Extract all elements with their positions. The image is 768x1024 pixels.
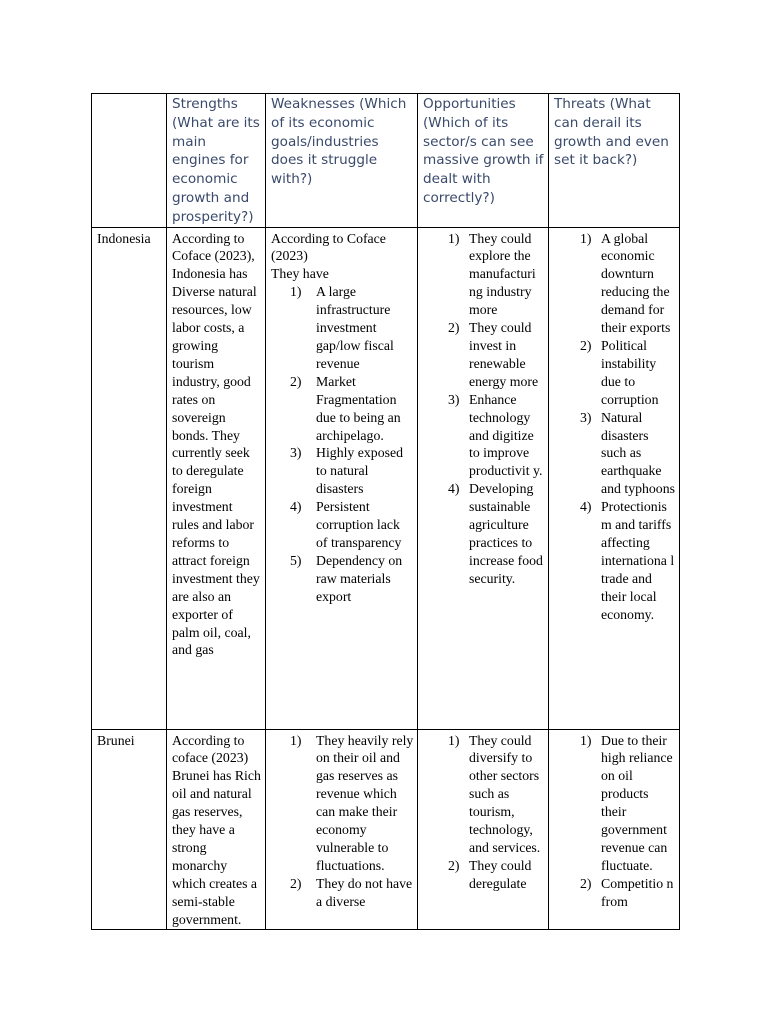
- list-item: 1) They heavily rely on their oil and gas reserves as revenue which can make their economy vulnerable to fluctuations.: [290, 732, 414, 873]
- weaknesses-intro: According to Coface (2023): [271, 230, 386, 264]
- strengths-cell: According to coface (2023) Brunei has Rich oil and natural gas reserves, they have a strong monarchy which creates a semi-stable government.: [167, 729, 266, 929]
- list-item: 3) Highly exposed to natural disasters: [290, 445, 403, 497]
- list-item: 4) Developing sustainable agriculture practices to increase food security.: [448, 481, 543, 586]
- list-item: 1) A large infrastructure investment gap/low fiscal revenue: [290, 284, 394, 371]
- header-opportunities: Opportunities (Which of its sector/s can see massive growth if dealt with correctly?): [418, 94, 549, 228]
- weaknesses-intro-2: They have: [271, 266, 329, 282]
- list-item: 4) Persistent corruption lack of transparency: [290, 499, 402, 550]
- header-weaknesses: Weaknesses (Which of its economic goals/industries does it struggle with?): [266, 94, 418, 228]
- list-item: 2) They could deregulate: [448, 857, 532, 891]
- country-cell: Indonesia: [92, 227, 167, 729]
- list-item: 2) Competitio n from: [580, 875, 674, 909]
- header-blank: [92, 94, 167, 228]
- list-item: 1) They could diversify to other sectors such as tourism, technology, and services.: [448, 732, 541, 856]
- list-item: 3) Enhance technology and digitize to improve productivit y.: [448, 391, 543, 479]
- swot-table: [91, 93, 680, 930]
- weaknesses-cell: [266, 227, 418, 729]
- weaknesses-list: [271, 283, 414, 605]
- header-row: [92, 94, 680, 228]
- list-item: 1) A global economic downturn reducing the demand for their exports: [580, 230, 671, 336]
- table-row-brunei: [92, 729, 680, 929]
- header-threats: Threats (What can derail its growth and even set it back?): [549, 94, 680, 228]
- weaknesses-list: [271, 732, 414, 911]
- list-item: 2) They could invest in renewable energy more: [448, 320, 539, 389]
- threats-cell: [549, 729, 680, 929]
- weaknesses-cell: [266, 729, 418, 929]
- threats-list: [554, 230, 676, 624]
- threats-cell: [549, 227, 680, 729]
- strengths-cell: According to Coface (2023), Indonesia has Diverse natural resources, low labor costs, a growing tourism industry, good rates on sovereign bonds. They currently seek to deregulate foreign investment rules and labor reforms to attract foreign investment they are also an exporter of palm oil, coal, and gas: [167, 227, 266, 729]
- list-item: 4) Protectionis m and tariffs affecting internationa l trade and their local economy.: [580, 499, 675, 622]
- list-item: 2) They do not have a diverse: [290, 875, 413, 909]
- opportunities-list: [423, 732, 545, 893]
- opportunities-list: [423, 230, 545, 588]
- opportunities-cell: [418, 227, 549, 729]
- table-row-indonesia: [92, 227, 680, 729]
- threats-list: [554, 732, 676, 911]
- opportunities-cell: [418, 729, 549, 929]
- header-strengths: Strengths (What are its main engines for economic growth and prosperity?): [167, 94, 266, 228]
- list-item: 2) Market Fragmentation due to being an archipelago.: [290, 373, 401, 443]
- list-item: 2) Political instability due to corruption: [580, 338, 659, 407]
- list-item: 3) Natural disasters such as earthquake and typhoons: [580, 409, 675, 497]
- list-item: 1) They could explore the manufacturi ng industry more: [448, 230, 536, 318]
- list-item: 1) Due to their high reliance on oil products their government revenue can fluctuate.: [580, 732, 673, 873]
- list-item: 5) Dependency on raw materials export: [290, 552, 403, 604]
- country-cell: Brunei: [92, 729, 167, 929]
